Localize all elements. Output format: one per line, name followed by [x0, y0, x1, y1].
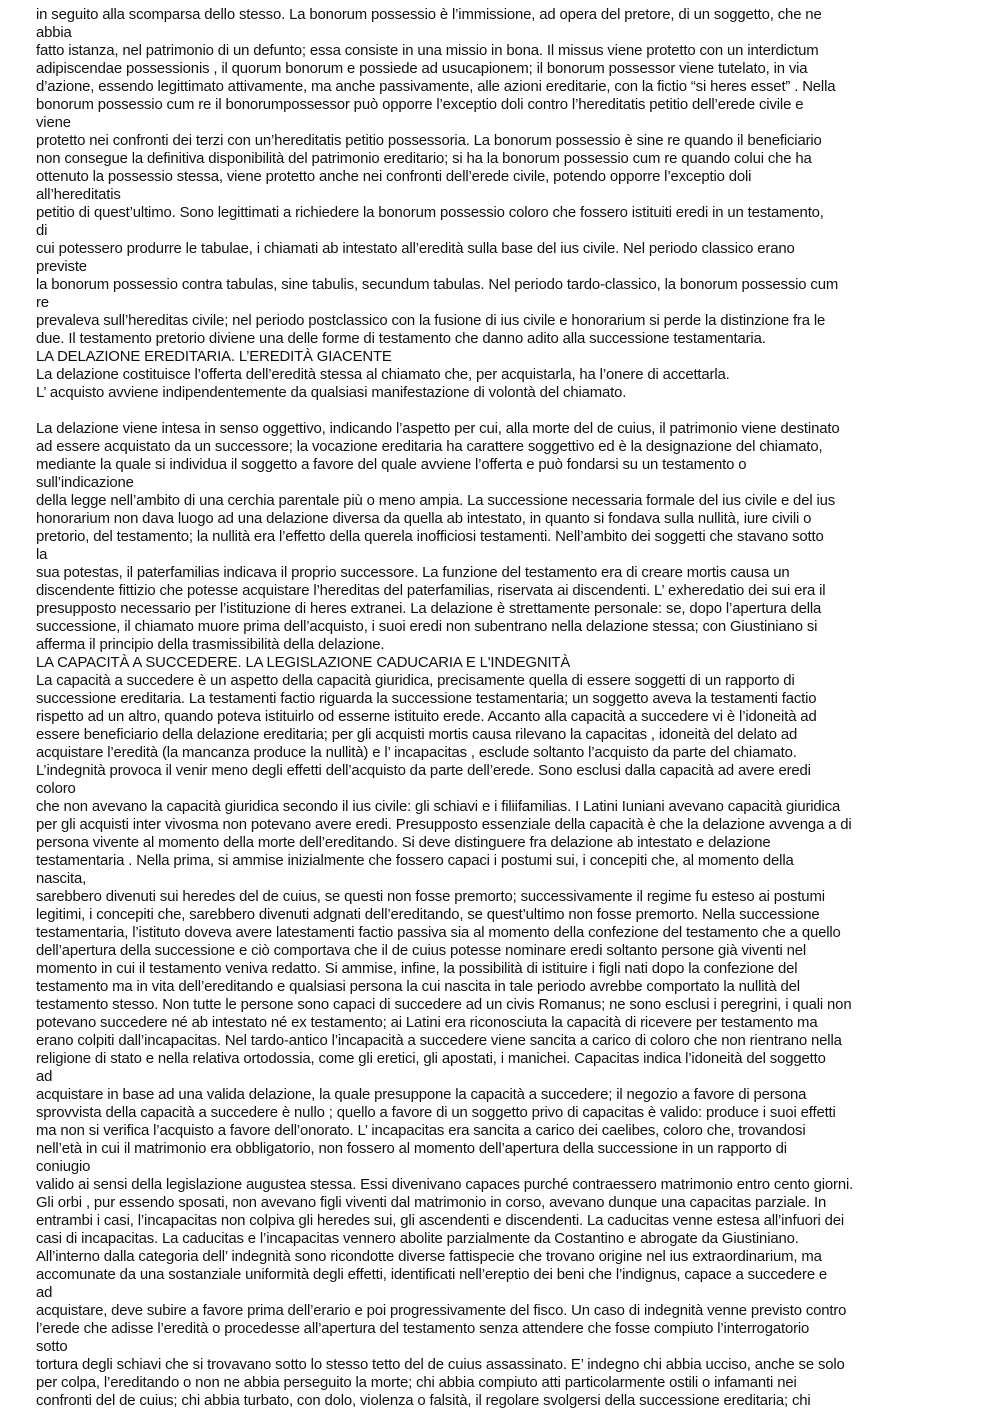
- text-line: confronti del de cuius; chi abbia turbato, con dolo, violenza o falsità, il regolare svolgersi della successione ereditaria; chi: [36, 1393, 811, 1409]
- text-line: ottenuto la possessio stessa, viene protetto anche nei confronti dell’erede civile, potendo opporre l’exceptio doli: [36, 169, 752, 185]
- text-line: potevano succedere né ab intestato né ex testamento; ai Latini era riconosciuta la capacità di ricevere per testamento ma: [36, 1015, 818, 1031]
- text-line: All’interno dalla categoria dell’ indegnità sono ricondotte diverse fattispecie che trovano origine nel ius extraordinarium, ma: [36, 1249, 822, 1265]
- text-line: che non avevano la capacità giuridica secondo il ius civile: gli schiavi e i filiifamilias. I Latini Iuniani avevano capacità giuridica: [36, 799, 841, 815]
- text-line: acquistare l’eredità (la mancanza produce la nullità) e l’ incapacitas , esclude soltanto l’acquisto da parte del chiamato.: [36, 745, 797, 761]
- blank-line: [36, 402, 986, 420]
- text-line: dell’apertura della successione e ciò comportava che il de cuius potesse nominare eredi soltanto persone già viventi nel: [36, 943, 807, 959]
- text-line: ma non si verifica l’acquisto a favore dell’onorato. L’ incapacitas era sancita a carico dei caelibes, coloro che, trovandosi: [36, 1123, 806, 1139]
- text-line: L’ acquisto avviene indipendentemente da qualsiasi manifestazione di volontà del chiamato.: [36, 385, 627, 401]
- text-line: La delazione viene intesa in senso oggettivo, indicando l’aspetto per cui, alla morte del de cuius, il patrimonio viene destinato: [36, 421, 840, 437]
- text-line: sarebbero divenuti sui heredes del de cuius, se questi non fosse premorto; successivamente il regime fu esteso ai postumi: [36, 889, 825, 905]
- text-line: d’azione, essendo legittimato attivamente, ma anche passivamente, alle azioni ereditarie, con la fictio “si heres esset” . Nella: [36, 79, 836, 95]
- text-line: sua potestas, il paterfamilias indicava il proprio successore. La funzione del testamento era di creare mortis causa un: [36, 565, 790, 581]
- text-line: La delazione costituisce l’offerta dell’eredità stessa al chiamato che, per acquistarla, ha l’onere di accettarla.: [36, 367, 730, 383]
- text-line: coloro: [36, 781, 76, 797]
- text-line: non consegue la definitiva disponibilità del patrimonio ereditario; si ha la bonorum possessio cum re quando colui che ha: [36, 151, 812, 167]
- text-line: cui potessero produrre le tabulae, i chiamati ab intestato all’eredità sulla base del ius civile. Nel periodo classico erano: [36, 241, 795, 257]
- text-line: abbia: [36, 25, 72, 41]
- text-line: due. Il testamento pretorio diviene una delle forme di testamento che danno adito alla successione testamentaria.: [36, 331, 766, 347]
- text-line: sull’indicazione: [36, 475, 134, 491]
- text-line: prevaleva sull’hereditas civile; nel periodo postclassico con la fusione di ius civile e honorarium si perde la distinzione fra le: [36, 313, 826, 329]
- text-line: ad essere acquistato da un successore; la vocazione ereditaria ha carattere soggettivo ed è la designazione del chiamato,: [36, 439, 823, 455]
- text-line: nell’età in cui il matrimonio era obbligatorio, non fossero al momento dell’apertura della successione in un rapporto di: [36, 1141, 787, 1157]
- text-line: coniugio: [36, 1159, 91, 1175]
- text-line: ad: [36, 1069, 53, 1085]
- text-line: adipiscendae possessionis , il quorum bonorum e possiede ad usucapionem; il bonorum possessor viene tutelato, in via: [36, 61, 808, 77]
- text-line: rispetto ad un altro, quando poteva istituirlo od esserne istituito erede. Accanto alla capacità a succedere vi è l’idoneità ad: [36, 709, 817, 725]
- text-line: per gli acquisti inter vivosma non potevano avere eredi. Presupposto essenziale della capacità è che la delazione avvenga a di: [36, 817, 852, 833]
- text-line: accomunate da una sostanziale uniformità degli effetti, identificati nell’ereptio dei beni che l’indignus, capace a succedere e: [36, 1267, 828, 1283]
- text-line: della legge nell’ambito di una cerchia parentale più o meno ampia. La successione necessaria formale del ius civile e del ius: [36, 493, 836, 509]
- text-line: testamento stesso. Non tutte le persone sono capaci di succedere ad un civis Romanus; ne sono esclusi i peregrini, i quali non: [36, 997, 852, 1013]
- text-line: casi di incapacitas. La caducitas e l’incapacitas vennero abolite parzialmente da Costantino e abrogate da Giustiniano.: [36, 1231, 799, 1247]
- text-line: per colpa, l’ereditando o non ne abbia perseguito la morte; chi abbia compiuto atti particolarmente ostili o infamanti nei: [36, 1375, 797, 1391]
- text-line: momento in cui il testamento veniva redatto. Si ammise, infine, la possibilità di istituire i figli nati dopo la confezione del: [36, 961, 798, 977]
- text-line: Gli orbi , pur essendo sposati, non avevano figli viventi dal matrimonio in corso, avevano dunque una capacitas parziale. In: [36, 1195, 827, 1211]
- text-line: discendente fittizio che potesse acquistare l’hereditas del paterfamilias, riservata ai discendenti. L’ exheredatio dei sui era il: [36, 583, 826, 599]
- text-line: erano colpiti dall’incapacitas. Nel tardo-antico l’incapacità a succedere viene sancita a carico di coloro che non rientrano nella: [36, 1033, 842, 1049]
- text-line: successione ereditaria. La testamenti factio riguarda la successione testamentaria; un soggetto aveva la testamenti factio: [36, 691, 817, 707]
- text-line: testamentaria . Nella prima, si ammise inizialmente che fossero capaci i postumi sui, i concepiti che, al momento della: [36, 853, 794, 869]
- text-line: mediante la quale si individua il soggetto a favore del quale avviene l’offerta e può fondarsi su un testamento o: [36, 457, 747, 473]
- text-line: honorarium non dava luogo ad una delazione diversa da quella ab intestato, in quanto si fondava sulla nullità, iure civili o: [36, 511, 812, 527]
- text-line: testamento ma in vita dell’ereditando e qualsiasi persona la cui nascita in tale periodo avrebbe comportato la nullità del: [36, 979, 800, 995]
- text-line: nascita,: [36, 871, 87, 887]
- text-line: in seguito alla scomparsa dello stesso. La bonorum possessio è l’immissione, ad opera del pretore, di un soggetto, che ne: [36, 7, 822, 23]
- text-line: re: [36, 295, 49, 311]
- text-line: viene: [36, 115, 71, 131]
- text-line: tortura degli schiavi che si trovavano sotto lo stesso tetto del de cuius assassinato. E’ indegno chi abbia ucciso, anche se solo: [36, 1357, 845, 1373]
- text-line: persona vivente al momento della morte dell’ereditando. Si deve distinguere fra delazione ab intestato e delazione: [36, 835, 771, 851]
- text-line: essere beneficiario della delazione ereditaria; per gli acquisti mortis causa rilevano la capacitas , idoneità del delato ad: [36, 727, 798, 743]
- document-page: [36, 6, 986, 1410]
- text-line: testamentaria, l’istituto doveva avere latestamenti factio passiva sia al momento della confezione del testamento che a quello: [36, 925, 841, 941]
- text-line: fatto istanza, nel patrimonio di un defunto; essa consiste in una missio in bona. Il missus viene protetto con un interdictum: [36, 43, 819, 59]
- text-line: sotto: [36, 1339, 68, 1355]
- text-line: afferma il principio della trasmissibilità della delazione.: [36, 637, 385, 653]
- text-line: entrambi i casi, l’incapacitas non colpiva gli heredes sui, gli ascendenti e discendenti. La caducitas venne estesa all’infuori dei: [36, 1213, 845, 1229]
- text-line: protetto nei confronti dei terzi con un’hereditatis petitio possessoria. La bonorum possessio è sine re quando il beneficiario: [36, 133, 822, 149]
- text-line: religione di stato e nella relativa ortodossia, come gli eretici, gli apostati, i manichei. Capacitas indica l’idoneità del soggetto: [36, 1051, 826, 1067]
- text-line: ad: [36, 1285, 53, 1301]
- text-line: La capacità a succedere è un aspetto della capacità giuridica, precisamente quella di essere soggetti di un rapporto di: [36, 673, 795, 689]
- text-line: pretorio, del testamento; la nullità era l’effetto della querela inofficiosi testamenti. Nell’ambito dei soggetti che stavano sotto: [36, 529, 824, 545]
- text-line: la bonorum possessio contra tabulas, sine tabulis, secundum tabulas. Nel periodo tardo-classico, la bonorum possessio cum: [36, 277, 839, 293]
- text-line: petitio di quest’ultimo. Sono legittimati a richiedere la bonorum possessio coloro che fossero istituiti eredi in un testamento,: [36, 205, 824, 221]
- text-line: L’indegnità provoca il venir meno degli effetti dell’acquisto da parte dell’erede. Sono esclusi dalla capacità ad avere eredi: [36, 763, 811, 779]
- section-heading: LA DELAZIONE EREDITARIA. L’EREDITÀ GIACENTE: [36, 349, 392, 365]
- text-line: bonorum possessio cum re il bonorumpossessor può opporre l’exceptio doli contro l’hereditatis petitio dell’erede civile e: [36, 97, 804, 113]
- text-line: sprovvista della capacità a succedere è nullo ; quello a favore di un soggetto privo di capacitas è valido: produce i suoi effetti: [36, 1105, 836, 1121]
- text-line: presupposto necessario per l’istituzione di heres extranei. La delazione è strettamente personale: se, dopo l’apertura della: [36, 601, 822, 617]
- text-line: valido ai sensi della legislazione augustea stessa. Essi divenivano capaces purché contraessero matrimonio entro cento giorni.: [36, 1177, 854, 1193]
- text-line: acquistare, deve subire a favore prima dell’erario e poi progressivamente del fisco. Un caso di indegnità venne previsto contro: [36, 1303, 847, 1319]
- text-line: di: [36, 223, 48, 239]
- section-heading: LA CAPACITÀ A SUCCEDERE. LA LEGISLAZIONE CADUCARIA E L'INDEGNITÀ: [36, 655, 571, 671]
- text-line: all’hereditatis: [36, 187, 121, 203]
- text-line: successione, il chiamato muore prima dell’acquisto, i suoi eredi non subentrano nella delazione stessa; con Giustiniano si: [36, 619, 818, 635]
- text-line: acquistare in base ad una valida delazione, la quale presuppone la capacità a succedere; il negozio a favore di persona: [36, 1087, 807, 1103]
- text-line: la: [36, 547, 48, 563]
- text-line: l’erede che adisse l’eredità o procedesse all’apertura del testamento senza attendere che fosse compiuto l’interrogatorio: [36, 1321, 810, 1337]
- text-line: previste: [36, 259, 87, 275]
- text-line: legitimi, i concepiti che, sarebbero divenuti adgnati dell’ereditando, se quest’ultimo non fosse premorto. Nella successione: [36, 907, 820, 923]
